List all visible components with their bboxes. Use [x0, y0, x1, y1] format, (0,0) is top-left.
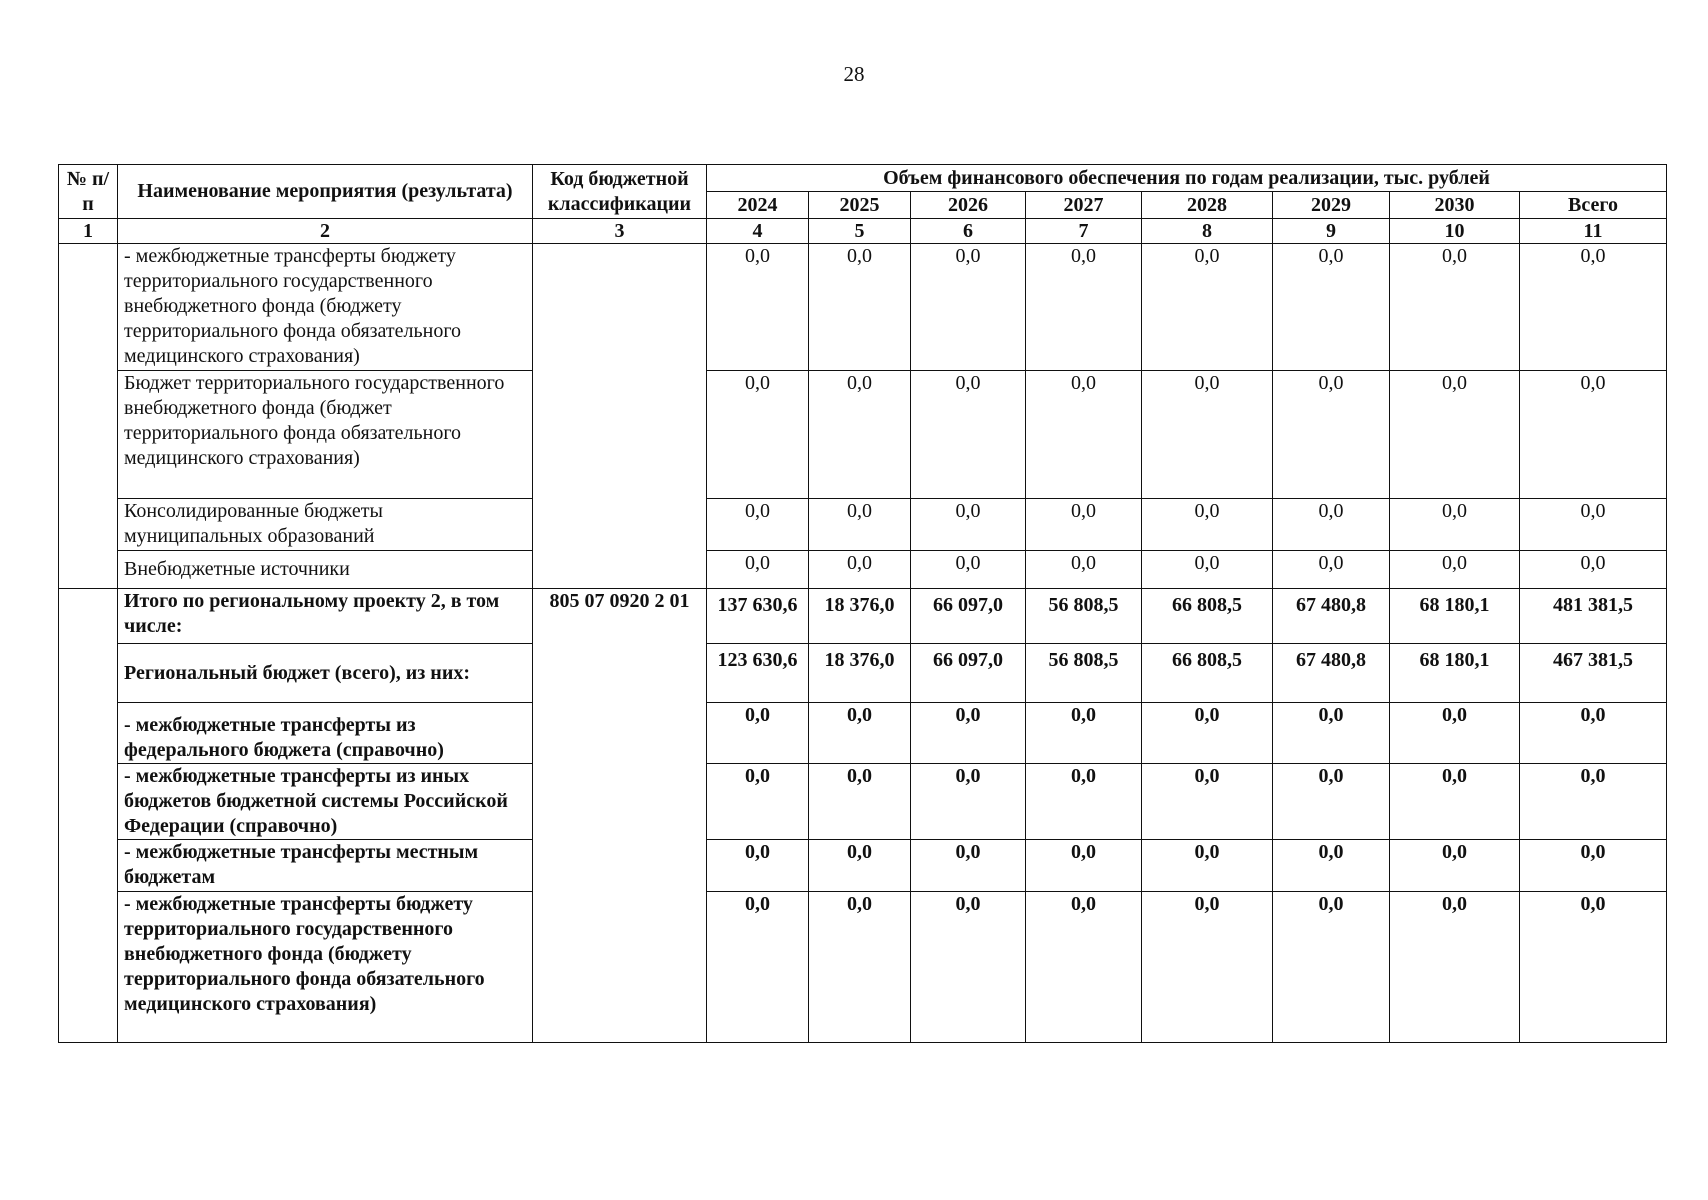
row-name: Внебюджетные источники: [118, 551, 533, 589]
value-cell: 66 097,0: [911, 644, 1026, 703]
value-cell: 0,0: [1390, 244, 1520, 371]
col-num-header: № п/п: [59, 165, 118, 219]
value-cell: 0,0: [1142, 371, 1273, 499]
table-row: [59, 764, 1667, 840]
value-cell: 0,0: [1273, 371, 1390, 499]
value-cell: 0,0: [1026, 371, 1142, 499]
year-header: 2028: [1142, 192, 1273, 219]
value-cell: 0,0: [809, 244, 911, 371]
value-cell: 0,0: [707, 499, 809, 551]
year-header: 2027: [1026, 192, 1142, 219]
value-cell: 481 381,5: [1520, 589, 1667, 644]
value-cell: 0,0: [1390, 703, 1520, 764]
value-cell: 0,0: [1142, 892, 1273, 1043]
value-cell: 0,0: [1142, 244, 1273, 371]
value-cell: 56 808,5: [1026, 589, 1142, 644]
value-cell: 0,0: [1273, 840, 1390, 892]
value-cell: 0,0: [1390, 551, 1520, 589]
value-cell: 467 381,5: [1520, 644, 1667, 703]
value-cell: 0,0: [911, 764, 1026, 840]
column-number: 3: [533, 219, 707, 244]
value-cell: 0,0: [1273, 499, 1390, 551]
value-cell: 18 376,0: [809, 644, 911, 703]
value-cell: 0,0: [1273, 892, 1390, 1043]
row-name: Бюджет территориального государственного внебюджетного фонда (бюджет территориального фонда обязательного медицинского страхования): [118, 371, 533, 499]
table-row: [59, 644, 1667, 703]
value-cell: 137 630,6: [707, 589, 809, 644]
col-name-header: Наименование мероприятия (результата): [118, 165, 533, 219]
value-cell: 56 808,5: [1026, 644, 1142, 703]
row-name: - межбюджетные трансферты из федерального бюджета (справочно): [118, 703, 533, 764]
column-number: 11: [1520, 219, 1667, 244]
row-name: - межбюджетные трансферты из иных бюджетов бюджетной системы Российской Федерации (справочно): [118, 764, 533, 840]
value-cell: 0,0: [911, 840, 1026, 892]
column-number: 2: [118, 219, 533, 244]
column-number: 10: [1390, 219, 1520, 244]
value-cell: 67 480,8: [1273, 644, 1390, 703]
year-header: 2025: [809, 192, 911, 219]
row-name: Региональный бюджет (всего), из них:: [118, 644, 533, 703]
column-numbers-row: [59, 219, 1667, 244]
value-cell: 0,0: [1520, 840, 1667, 892]
row-name: Консолидированные бюджеты муниципальных образований: [118, 499, 533, 551]
value-cell: 0,0: [707, 551, 809, 589]
total-header: Всего: [1520, 192, 1667, 219]
value-cell: 0,0: [707, 244, 809, 371]
year-header: 2029: [1273, 192, 1390, 219]
value-cell: 0,0: [1026, 499, 1142, 551]
value-cell: 0,0: [1273, 551, 1390, 589]
table-row: [59, 589, 1667, 644]
value-cell: 0,0: [911, 244, 1026, 371]
value-cell: 0,0: [1273, 703, 1390, 764]
table-row: [59, 244, 1667, 371]
value-cell: 0,0: [1520, 371, 1667, 499]
value-cell: 0,0: [809, 840, 911, 892]
value-cell: 0,0: [1520, 703, 1667, 764]
value-cell: 0,0: [1520, 892, 1667, 1043]
value-cell: 0,0: [1520, 244, 1667, 371]
row-name: Итого по региональному проекту 2, в том числе:: [118, 589, 533, 644]
value-cell: 18 376,0: [809, 589, 911, 644]
value-cell: 68 180,1: [1390, 589, 1520, 644]
value-cell: 0,0: [1273, 244, 1390, 371]
column-number: 7: [1026, 219, 1142, 244]
value-cell: 0,0: [707, 840, 809, 892]
col-volume-header: Объем финансового обеспечения по годам реализации, тыс. рублей: [707, 165, 1667, 192]
row-name: - межбюджетные трансферты бюджету территориального государственного внебюджетного фонда (бюджету территориального фонда обязательного медицинского страхования): [118, 244, 533, 371]
value-cell: 0,0: [1520, 499, 1667, 551]
value-cell: 0,0: [1390, 892, 1520, 1043]
value-cell: 0,0: [1390, 840, 1520, 892]
value-cell: 0,0: [911, 551, 1026, 589]
header-row: [59, 165, 1667, 192]
row-code-cell: 805 07 0920 2 01: [533, 589, 707, 1043]
value-cell: 66 808,5: [1142, 644, 1273, 703]
value-cell: 0,0: [1142, 840, 1273, 892]
row-number-cell: [59, 589, 118, 1043]
value-cell: 0,0: [707, 892, 809, 1043]
value-cell: 0,0: [1273, 764, 1390, 840]
value-cell: 66 808,5: [1142, 589, 1273, 644]
row-code-cell: [533, 244, 707, 589]
financing-table: [58, 164, 1667, 1043]
column-number: 5: [809, 219, 911, 244]
table-row: [59, 551, 1667, 589]
value-cell: 0,0: [1520, 551, 1667, 589]
value-cell: 0,0: [1142, 764, 1273, 840]
column-number: 8: [1142, 219, 1273, 244]
value-cell: 0,0: [1142, 551, 1273, 589]
column-number: 9: [1273, 219, 1390, 244]
table-row: [59, 371, 1667, 499]
value-cell: 0,0: [1026, 244, 1142, 371]
value-cell: 68 180,1: [1390, 644, 1520, 703]
value-cell: 0,0: [809, 499, 911, 551]
column-number: 6: [911, 219, 1026, 244]
row-number-cell: [59, 244, 118, 589]
value-cell: 0,0: [1026, 892, 1142, 1043]
value-cell: 0,0: [1390, 764, 1520, 840]
value-cell: 0,0: [911, 703, 1026, 764]
value-cell: 0,0: [707, 764, 809, 840]
value-cell: 0,0: [809, 764, 911, 840]
value-cell: 0,0: [911, 371, 1026, 499]
value-cell: 0,0: [1026, 840, 1142, 892]
value-cell: 0,0: [809, 703, 911, 764]
year-header: 2030: [1390, 192, 1520, 219]
value-cell: 123 630,6: [707, 644, 809, 703]
value-cell: 0,0: [809, 551, 911, 589]
value-cell: 0,0: [1390, 499, 1520, 551]
table-row: [59, 499, 1667, 551]
value-cell: 66 097,0: [911, 589, 1026, 644]
year-header: 2026: [911, 192, 1026, 219]
table-row: [59, 840, 1667, 892]
year-header: 2024: [707, 192, 809, 219]
value-cell: 0,0: [1142, 703, 1273, 764]
value-cell: 0,0: [707, 703, 809, 764]
column-number: 4: [707, 219, 809, 244]
value-cell: 0,0: [911, 892, 1026, 1043]
table-row: [59, 892, 1667, 1043]
value-cell: 0,0: [1142, 499, 1273, 551]
value-cell: 0,0: [809, 371, 911, 499]
row-name: - межбюджетные трансферты бюджету территориального государственного внебюджетного фонда (бюджету территориального фонда обязательного медицинского страхования): [118, 892, 533, 1043]
col-code-header: Код бюджетной классификации: [533, 165, 707, 219]
value-cell: 0,0: [809, 892, 911, 1043]
value-cell: 0,0: [1026, 764, 1142, 840]
table-row: [59, 703, 1667, 764]
value-cell: 67 480,8: [1273, 589, 1390, 644]
value-cell: 0,0: [707, 371, 809, 499]
value-cell: 0,0: [911, 499, 1026, 551]
value-cell: 0,0: [1026, 703, 1142, 764]
column-number: 1: [59, 219, 118, 244]
page-number: 28: [843, 62, 865, 86]
value-cell: 0,0: [1520, 764, 1667, 840]
value-cell: 0,0: [1390, 371, 1520, 499]
value-cell: 0,0: [1026, 551, 1142, 589]
row-name: - межбюджетные трансферты местным бюджетам: [118, 840, 533, 892]
